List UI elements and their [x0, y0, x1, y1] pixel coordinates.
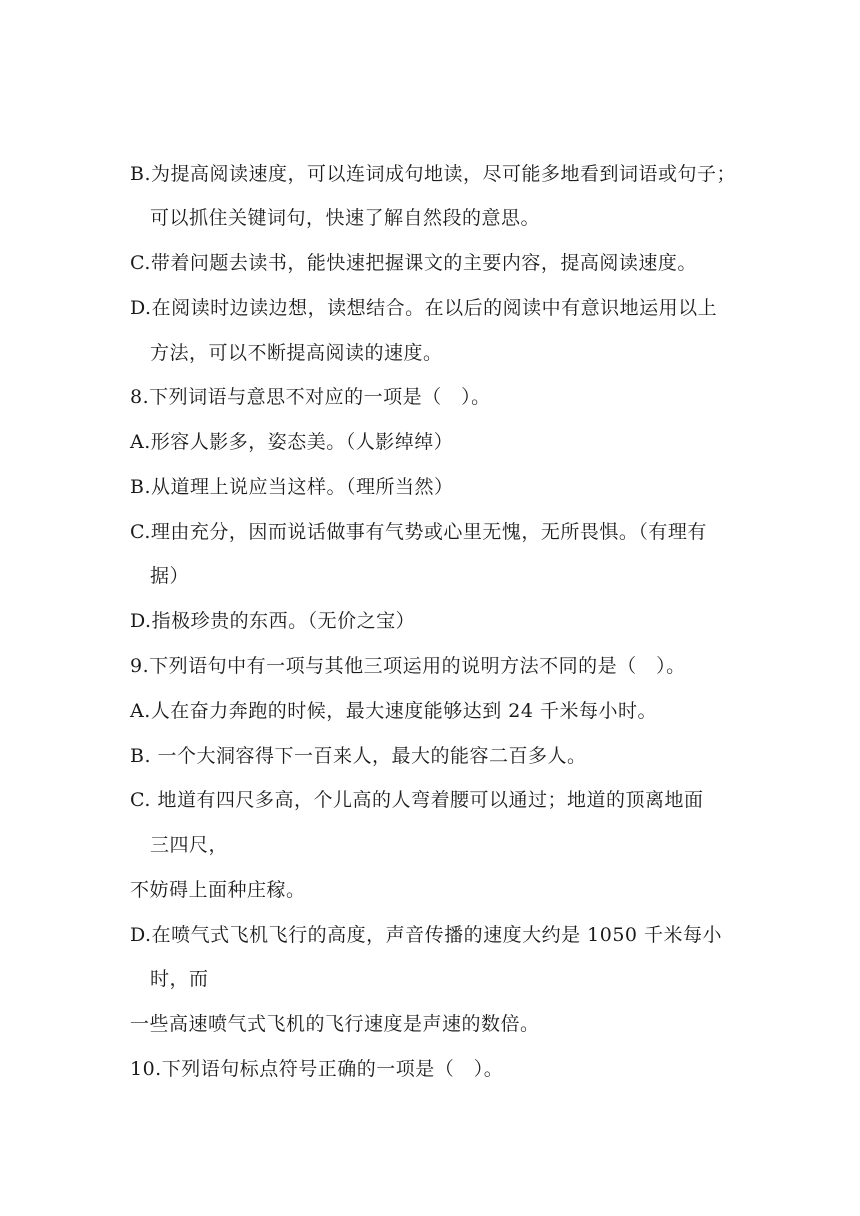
question-9-option-c-line-1: C. 地道有四尺多高，个儿高的人弯着腰可以通过；地道的顶离地面 — [130, 789, 704, 811]
option-d-line-1: D.在阅读时边读边想，读想结合。在以后的阅读中有意识地运用以上 — [130, 297, 718, 319]
option-d-line-2: 方法，可以不断提高阅读的速度。 — [150, 342, 443, 364]
question-8-option-d: D.指极珍贵的东西。（无价之宝） — [130, 610, 416, 632]
question-9-option-d-line-2: 时，而 — [150, 968, 209, 990]
question-9-option-c-line-2: 三四尺， — [150, 834, 229, 856]
question-8-stem: 8.下列词语与意思不对应的一项是（ ）。 — [130, 386, 491, 408]
question-8-option-c-line-2: 据） — [150, 565, 190, 587]
question-8-option-b: B.从道理上说应当这样。（理所当然） — [130, 476, 454, 498]
question-9-option-c-line-3: 不妨碍上面种庄稼。 — [130, 879, 306, 901]
question-8-option-a: A.形容人影多，姿态美。（人影绰绰） — [130, 431, 454, 453]
question-10-stem: 10.下列语句标点符号正确的一项是（ ）。 — [130, 1058, 504, 1080]
question-9-stem: 9.下列语句中有一项与其他三项运用的说明方法不同的是（ ）。 — [130, 655, 686, 677]
option-c-line: C.带着问题去读书，能快速把握课文的主要内容，提高阅读速度。 — [130, 252, 697, 274]
option-b-line-1: B.为提高阅读速度，可以连词成句地读，尽可能多地看到词语或句子； — [130, 163, 737, 185]
question-9-option-a: A.人在奋力奔跑的时候，最大速度能够达到 24 千米每小时。 — [130, 700, 658, 722]
question-8-option-c-line-1: C.理由充分，因而说话做事有气势或心里无愧，无所畏惧。（有理有 — [130, 521, 707, 543]
option-b-line-2: 可以抓住关键词句，快速了解自然段的意思。 — [150, 207, 541, 229]
question-9-option-d-line-3: 一些高速喷气式飞机的飞行速度是声速的数倍。 — [130, 1013, 540, 1035]
question-9-option-b: B. 一个大洞容得下一百来人，最大的能容二百多人。 — [130, 745, 587, 767]
question-9-option-d-line-1: D.在喷气式飞机飞行的高度，声音传播的速度大约是 1050 千米每小 — [130, 924, 723, 946]
